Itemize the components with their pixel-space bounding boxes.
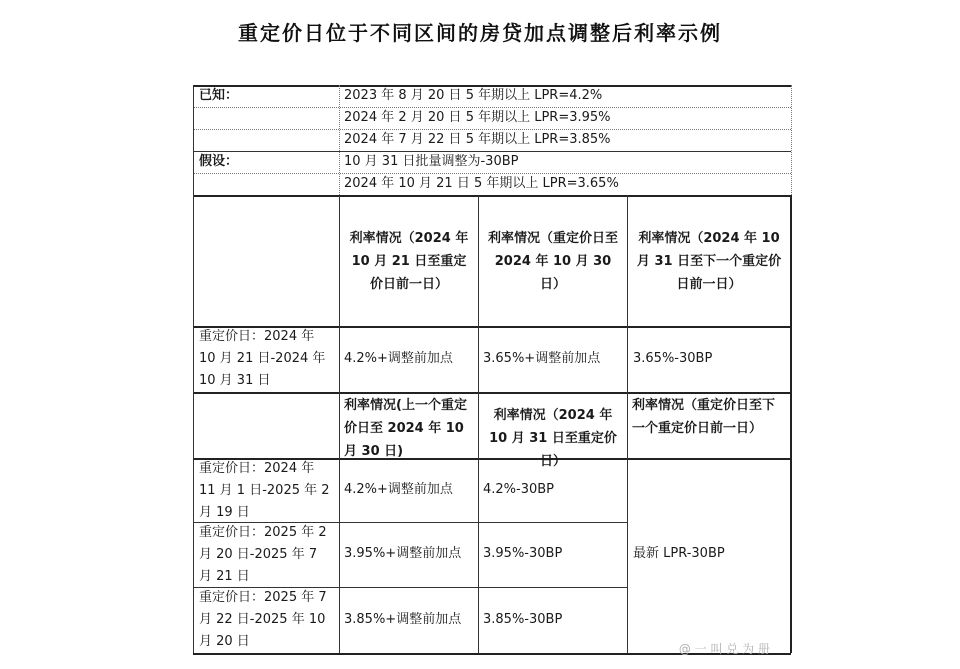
row-label: 重定价日：2024 年 10 月 21 日-2024 年 10 月 31 日 <box>199 329 326 388</box>
section2-header: 利率情况（2024 年 10 月 31 日至重定价日） <box>489 408 617 469</box>
known-label: 已知： <box>199 88 239 103</box>
row-label: 重定价日：2024 年 11 月 1 日-2025 年 2 月 19 日 <box>199 461 330 520</box>
known-line: 2024 年 2 月 20 日 5 年期以上 LPR=3.95% <box>344 110 611 125</box>
rate-cell: 3.85%-30BP <box>483 612 563 627</box>
row-label: 重定价日：2025 年 2 月 20 日-2025 年 7 月 21 日 <box>199 525 327 584</box>
section1-header: 利率情况（重定价日至 2024 年 10 月 30 日） <box>487 231 618 292</box>
rate-cell: 3.65%-30BP <box>633 351 713 366</box>
rate-cell: 3.95%+调整前加点 <box>344 546 462 561</box>
rate-cell: 3.95%-30BP <box>483 546 563 561</box>
assumption-line: 10 月 31 日批量调整为-30BP <box>344 154 519 169</box>
section2-header: 利率情况（重定价日至下一个重定价日前一日） <box>632 398 776 436</box>
rate-cell: 4.2%+调整前加点 <box>344 482 453 497</box>
section2-header: 利率情况(上一个重定价日至 2024 年 10 月 30 日) <box>344 398 467 459</box>
rate-cell: 4.2%+调整前加点 <box>344 351 453 366</box>
rate-cell: 3.65%+调整前加点 <box>483 351 601 366</box>
page-title: 重定价日位于不同区间的房贷加点调整后利率示例 <box>238 21 722 45</box>
row-label: 重定价日：2025 年 7 月 22 日-2025 年 10 月 20 日 <box>199 590 327 649</box>
assumption-label: 假设： <box>199 154 239 169</box>
section1-header: 利率情况（2024 年 10 月 31 日至下一个重定价日前一日） <box>636 231 782 292</box>
assumption-line: 2024 年 10 月 21 日 5 年期以上 LPR=3.65% <box>344 176 619 191</box>
known-line: 2023 年 8 月 20 日 5 年期以上 LPR=4.2% <box>344 88 603 103</box>
rate-cell: 4.2%-30BP <box>483 482 555 497</box>
section1-header: 利率情况（2024 年 10 月 21 日至重定价日前一日） <box>349 231 469 292</box>
watermark: @ 一 叫 兑 为 册 <box>678 642 770 656</box>
rate-cell: 3.85%+调整前加点 <box>344 612 462 627</box>
merged-rate-cell: 最新 LPR-30BP <box>633 546 725 561</box>
known-line: 2024 年 7 月 22 日 5 年期以上 LPR=3.85% <box>344 132 611 147</box>
